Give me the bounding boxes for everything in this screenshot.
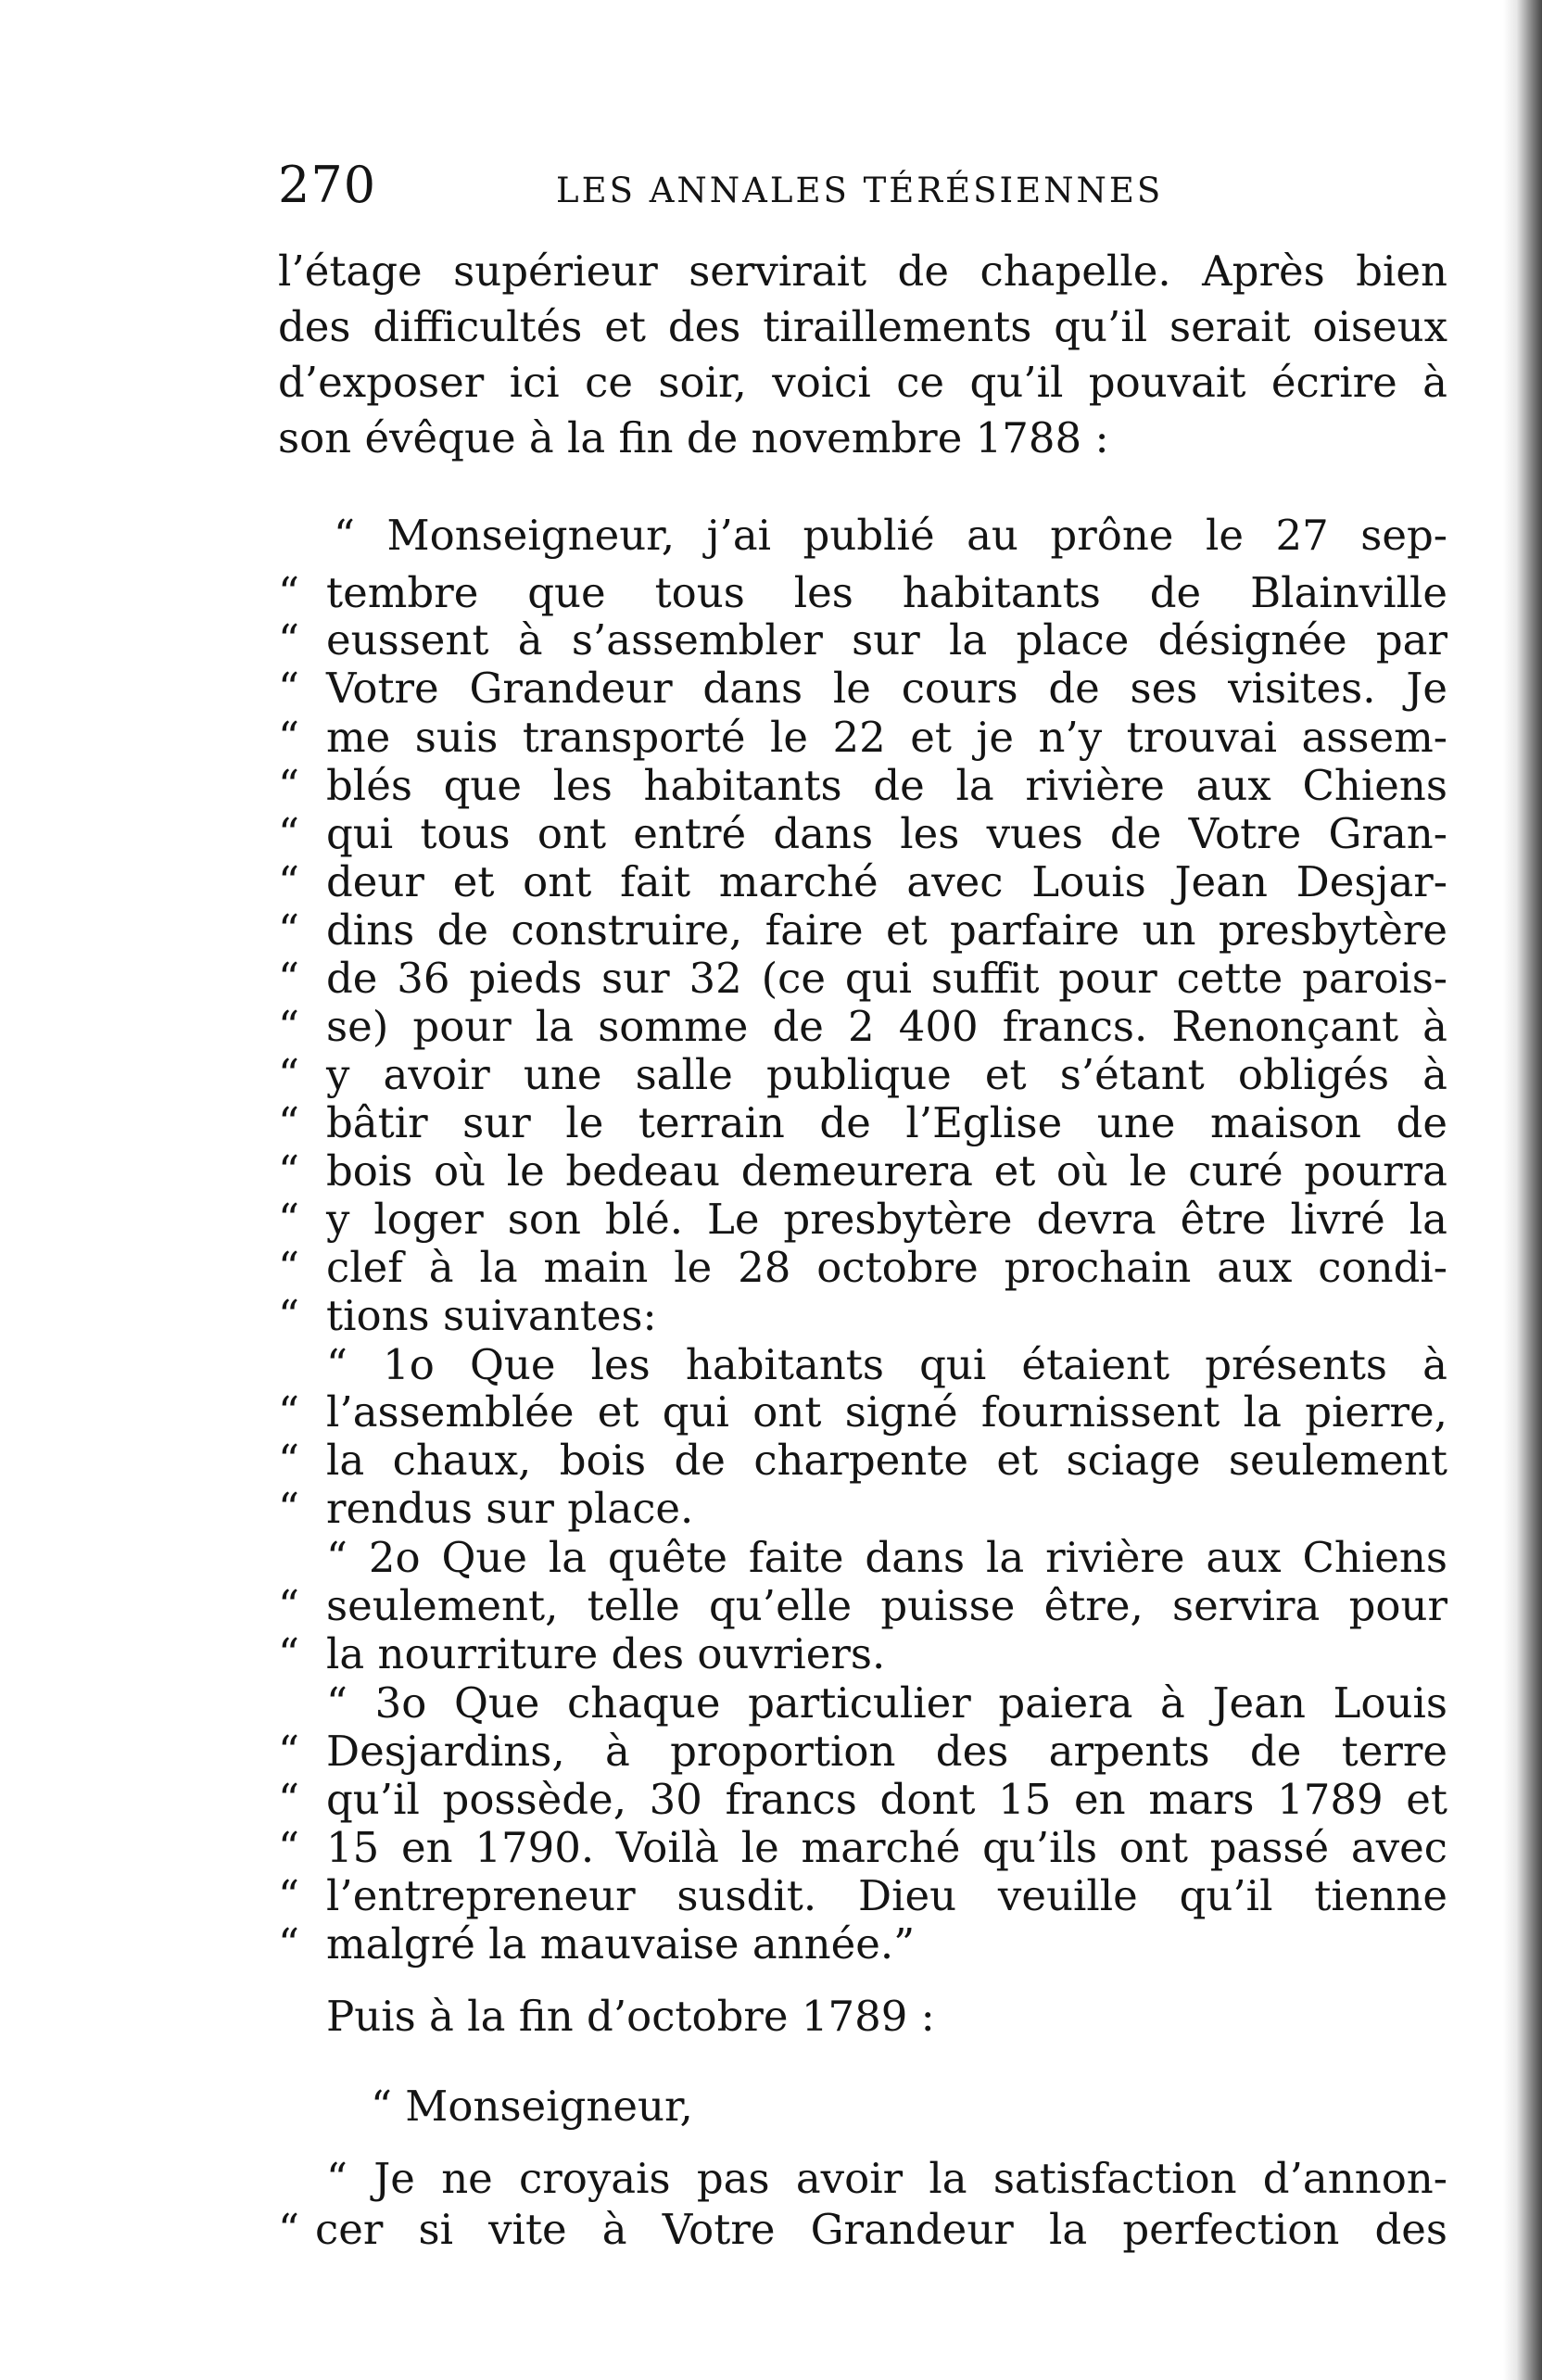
line-text: l’étage supérieur servirait de chapelle. Après bien (278, 247, 1447, 296)
quote-mark: “ (278, 1775, 300, 1824)
text-line (278, 1822, 1447, 1874)
text-line (278, 567, 1447, 619)
text-line (278, 1483, 1447, 1535)
text-line (278, 1918, 1447, 1970)
quote-mark: “ (278, 1050, 300, 1099)
text-line (278, 808, 1447, 860)
quote-mark: “ (278, 954, 300, 1003)
quote-mark: “ (278, 1387, 300, 1437)
text-line (278, 1339, 1447, 1391)
quote-mark: “ (278, 1243, 300, 1292)
text-line (278, 1580, 1447, 1632)
text-line (278, 1628, 1447, 1680)
text-line (278, 1097, 1447, 1149)
page-number: 270 (278, 156, 377, 214)
line-text: tions suivantes: (326, 1291, 657, 1340)
line-text: seulement, telle qu’elle puisse être, servira pour (326, 1581, 1447, 1630)
line-text: clef à la main le 28 octobre prochain aux condi- (326, 1243, 1447, 1292)
text-line (278, 905, 1447, 956)
quote-mark: “ (278, 664, 300, 713)
line-text: des difficultés et des tiraillements qu’il serait oiseux (278, 302, 1447, 351)
text-line (278, 663, 1447, 715)
text-line (278, 412, 1447, 464)
quote-mark: “ (278, 713, 300, 762)
line-text: me suis transporté le 22 et je n’y trouvai assem- (326, 713, 1447, 762)
quote-mark: “ (278, 615, 300, 665)
line-text: y loger son blé. Le presbytère devra être livré la (326, 1195, 1447, 1244)
quote-mark: “ (278, 1002, 300, 1051)
line-text: dins de construire, faire et parfaire un presbytère (326, 905, 1447, 955)
running-title: LES ANNALES TÉRÉSIENNES (556, 171, 1164, 210)
line-text: son évêque à la fin de novembre 1788 : (278, 413, 1109, 462)
line-text: Votre Grandeur dans le cours de ses visites. Je (326, 664, 1447, 713)
quote-mark: “ (278, 857, 300, 906)
text-line (278, 2153, 1447, 2205)
quote-mark: “ (278, 1823, 300, 1872)
line-text: l’entrepreneur susdit. Dieu veuille qu’il tienne (326, 1871, 1447, 1920)
text-line (278, 712, 1447, 764)
quote-mark: “ (278, 1436, 300, 1485)
quote-mark: “ (278, 1291, 300, 1340)
line-text: malgré la mauvaise année.” (326, 1919, 916, 1969)
line-text: de 36 pieds sur 32 (ce qui suffit pour cette parois- (326, 954, 1447, 1003)
line-text: “ 3o Que chaque particulier paiera à Jean Louis (326, 1678, 1447, 1728)
quote-mark: “ (278, 1581, 300, 1630)
text-line (278, 1290, 1447, 1342)
text-line (278, 1991, 1447, 2043)
line-text: 15 en 1790. Voilà le marché qu’ils ont passé avec (326, 1823, 1447, 1872)
line-text: qu’il possède, 30 francs dont 15 en mars 1789 et (326, 1775, 1447, 1824)
line-text: Puis à la fin d’octobre 1789 : (326, 1992, 935, 2041)
page-header (278, 148, 1446, 222)
quote-mark: “ (278, 1727, 300, 1776)
text-line (278, 357, 1447, 409)
line-text: bois où le bedeau demeurera et où le curé pourra (326, 1146, 1447, 1196)
line-text: l’assemblée et qui ont signé fournissent la pierre, (326, 1387, 1447, 1437)
text-line (278, 1049, 1447, 1101)
line-text: qui tous ont entré dans les vues de Votre Gran- (326, 809, 1447, 858)
line-text: d’exposer ici ce soir, voici ce qu’il pouvait écrire à (278, 358, 1447, 407)
line-text: bâtir sur le terrain de l’Eglise une maison de (326, 1098, 1447, 1147)
quote-mark: “ (278, 1098, 300, 1147)
line-text: la chaux, bois de charpente et sciage seulement (326, 1436, 1447, 1485)
line-text: deur et ont fait marché avec Louis Jean Desjar- (326, 857, 1447, 906)
line-text: “ 2o Que la quête faite dans la rivière aux Chiens (326, 1533, 1447, 1582)
quote-mark: “ (278, 809, 300, 858)
quote-mark: “ (278, 905, 300, 955)
line-text: “ 1o Que les habitants qui étaient présents à (326, 1340, 1447, 1389)
scanned-page-edge (1503, 0, 1542, 2380)
line-text: la nourriture des ouvriers. (326, 1629, 886, 1678)
quote-mark: “ (278, 1871, 300, 1920)
line-text: y avoir une salle publique et s’étant obligés à (326, 1050, 1447, 1099)
line-text: eussent à s’assembler sur la place désignée par (326, 615, 1447, 665)
text-line (278, 614, 1447, 666)
text-line (278, 1774, 1447, 1826)
quote-mark: “ (278, 761, 300, 810)
text-line (278, 1194, 1447, 1246)
text-line (278, 1386, 1447, 1438)
quote-mark: “ (278, 1146, 300, 1196)
quote-mark: “ (278, 568, 300, 617)
line-text: se) pour la somme de 2 400 francs. Renonçant à (326, 1002, 1447, 1051)
text-line (278, 1532, 1447, 1584)
line-text: cer si vite à Votre Grandeur la perfection des (315, 2205, 1447, 2254)
quote-mark: “ (278, 2205, 300, 2254)
quote-mark: “ (278, 1484, 300, 1533)
text-line (278, 1435, 1447, 1487)
line-text: “ Monseigneur, j’ai publié au prône le 27 sep- (334, 511, 1447, 560)
text-line (278, 760, 1447, 812)
line-text: blés que les habitants de la rivière aux Chiens (326, 761, 1447, 810)
text-line (278, 1726, 1447, 1778)
quote-mark: “ (278, 1629, 300, 1678)
text-line (278, 953, 1447, 1005)
line-text: Desjardins, à proportion des arpents de terre (326, 1727, 1447, 1776)
text-line (278, 1677, 1447, 1729)
quote-mark: “ (278, 1195, 300, 1244)
text-line (278, 1242, 1447, 1294)
text-line (278, 1870, 1447, 1922)
text-line (278, 301, 1447, 353)
text-line (278, 510, 1447, 562)
quote-mark: “ (278, 1919, 300, 1969)
text-line (278, 2081, 1447, 2133)
line-text: rendus sur place. (326, 1484, 694, 1533)
text-line (278, 2204, 1447, 2256)
text-line (278, 1146, 1447, 1197)
line-text: “ Monseigneur, (371, 2082, 693, 2131)
text-line (278, 246, 1447, 298)
line-text: “ Je ne croyais pas avoir la satisfaction d’annon- (326, 2154, 1447, 2203)
line-text: tembre que tous les habitants de Blainville (326, 568, 1447, 617)
text-line (278, 1001, 1447, 1053)
text-line (278, 856, 1447, 908)
